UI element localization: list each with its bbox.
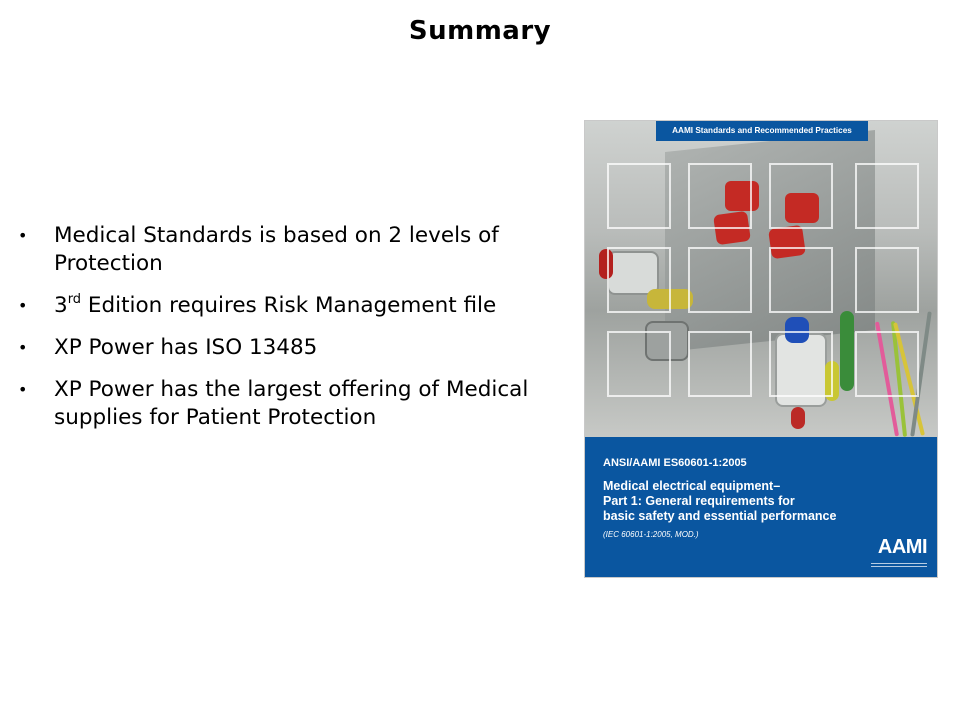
- grid-tile: [769, 163, 833, 229]
- grid-tile: [769, 331, 833, 397]
- bullet-dot-icon: •: [18, 226, 28, 245]
- standard-subtitle: (IEC 60601-1:2005, MOD.): [603, 530, 699, 539]
- grid-tile: [688, 331, 752, 397]
- grid-tile: [855, 247, 919, 313]
- equipment-photo: [585, 121, 938, 437]
- bullet-item: [18, 334, 563, 362]
- grid-tile: [688, 247, 752, 313]
- slide-title: Summary: [408, 16, 552, 46]
- bullet-item: [18, 376, 563, 432]
- red-cap-icon: [791, 407, 805, 429]
- standard-code: ANSI/AAMI ES60601-1:2005: [603, 457, 747, 469]
- bullet-text: Medical Standards is based on 2 levels of Protection: [54, 223, 499, 276]
- aami-logo: AAMI: [877, 536, 927, 558]
- bullet-item: [18, 222, 563, 278]
- bullet-text: XP Power has ISO 13485: [54, 335, 318, 360]
- cover-text-block: [603, 457, 923, 539]
- standard-cover-image: [584, 120, 938, 578]
- bullet-dot-icon: •: [18, 296, 28, 315]
- bullet-text: Edition requires Risk Management file: [81, 293, 497, 318]
- bullet-list: [18, 222, 563, 446]
- grid-tile: [769, 247, 833, 313]
- grid-tile: [688, 163, 752, 229]
- bullet-item: [18, 292, 563, 320]
- bullet-prefix: 3: [54, 293, 68, 318]
- bullet-text: XP Power has the largest offering of Medical supplies for Patient Protection: [54, 377, 529, 430]
- standard-title-line: Medical electrical equipment–: [603, 479, 781, 493]
- cover-header: AAMI Standards and Recommended Practices: [656, 121, 868, 141]
- bullet-superscript: rd: [67, 292, 82, 307]
- bullet-dot-icon: •: [18, 338, 28, 357]
- bullet-dot-icon: •: [18, 380, 28, 399]
- grid-tile: [607, 163, 671, 229]
- logo-tagline-icon: [871, 563, 927, 569]
- standard-title-line: basic safety and essential performance: [603, 509, 837, 523]
- grid-tile: [855, 163, 919, 229]
- grid-tile: [607, 247, 671, 313]
- standard-title-line: Part 1: General requirements for: [603, 494, 795, 508]
- green-valve-icon: [840, 311, 854, 391]
- grid-tile: [855, 331, 919, 397]
- grid-tile: [607, 331, 671, 397]
